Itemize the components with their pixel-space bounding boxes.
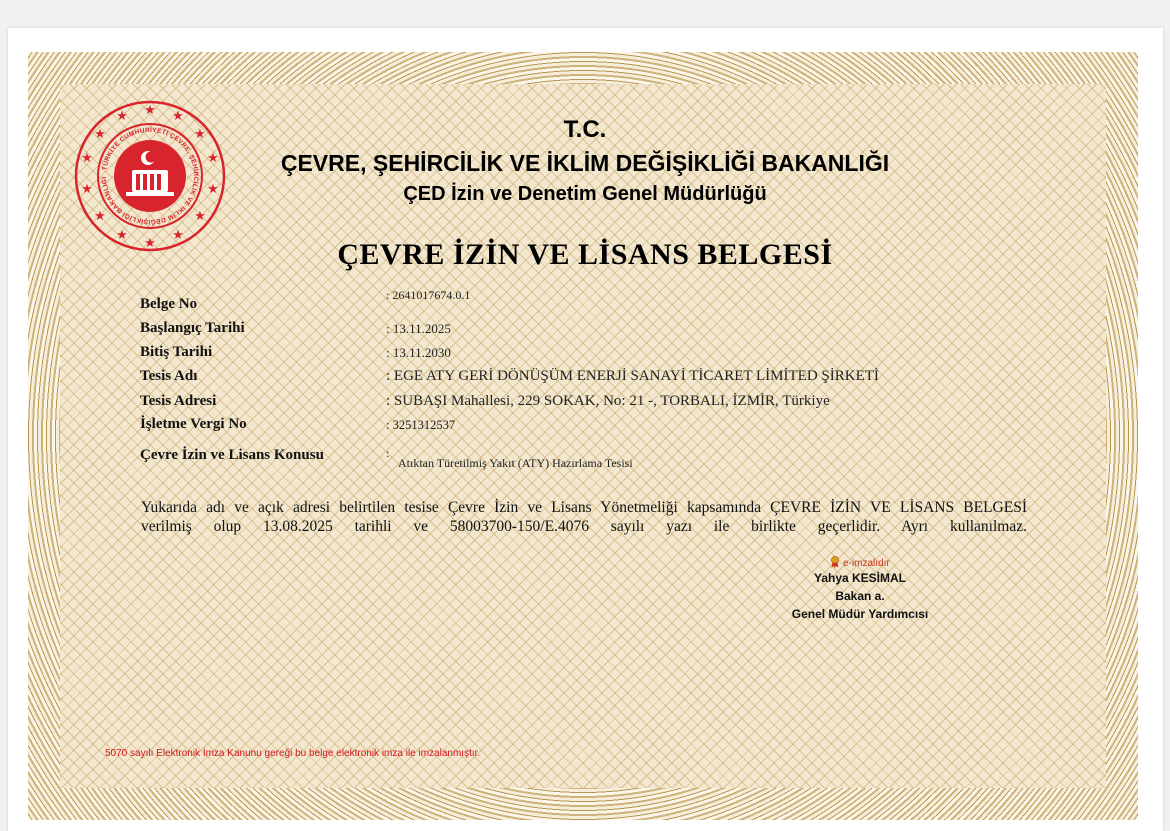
field-label-cevre-izin-konusu: Çevre İzin ve Lisans Konusu [140,447,324,463]
document-title: ÇEVRE İZİN VE LİSANS BELGESİ [337,238,833,271]
field-value-bitis-tarihi: : 13.11.2030 [386,345,451,360]
svg-text:★: ★ [207,182,219,197]
field-value-tesis-adi: : EGE ATY GERİ DÖNÜŞÜM ENERJİ SANAYİ TİCARET LİMİTED ŞİRKETİ [386,368,879,384]
header-ministry: ÇEVRE, ŞEHİRCİLİK VE İKLİM DEĞİŞİKLİĞİ BAKANLIĞI [280,150,890,176]
validity-paragraph [141,498,1027,536]
signer-capacity: Bakan a. [835,589,885,603]
ribbon-icon [830,556,840,568]
field-label-bitis-tarihi: Bitiş Tarihi [140,344,213,360]
svg-text:★: ★ [194,127,206,142]
e-signature-law-note: 5070 sayılı Elektronik İmza Kanunu gereği bu belge elektronik imza ile imzalanmıştır. [105,748,481,759]
field-value-cevre-izin-konusu: Atıktan Türetilmiş Yakıt (ATY) Hazırlama Tesisi [398,456,633,470]
field-colon-cevre-izin-konusu: : [386,446,390,460]
svg-text:★: ★ [172,109,184,124]
svg-text:★: ★ [144,236,156,251]
field-value-tesis-adresi: : SUBAŞI Mahallesi, 229 SOKAK, No: 21 -, TORBALI, İZMİR, Türkiye [386,393,830,409]
e-signature-text: e-imzalıdır [843,558,890,569]
svg-text:★: ★ [94,127,106,142]
field-label-isletme-vergi-no: İşletme Vergi No [140,416,247,432]
svg-text:★: ★ [207,151,219,166]
paragraph-line-2: verilmiş olup 13.08.2025 tarihli ve 58003700-150/E.4076 sayılı yazı ile birlikte geçerlidir. Ayrı kullanılmaz. [141,518,1027,535]
field-label-tesis-adresi: Tesis Adresi [140,393,217,409]
field-label-baslangic-tarihi: Başlangıç Tarihi [140,320,245,336]
header-department: ÇED İzin ve Denetim Genel Müdürlüğü [403,183,767,205]
header-country: T.C. [563,116,607,143]
field-value-belge-no: : 2641017674.0.1 [386,288,471,302]
svg-text:TÜRKİYE CUMHURİYETİ ÇEVRE, ŞEH: TÜRKİYE CUMHURİYETİ ÇEVRE, ŞEHİRCİLİK VE İKLİM DEĞİŞİKLİĞİ BAKANLIĞI [100,126,200,226]
svg-text:★: ★ [172,228,184,243]
svg-text:★: ★ [81,151,93,166]
svg-text:★: ★ [81,182,93,197]
field-value-baslangic-tarihi: : 13.11.2025 [386,321,451,336]
field-label-tesis-adi: Tesis Adı [140,368,198,384]
e-signature-badge [760,556,960,569]
signer-title: Genel Müdür Yardımcısı [791,607,929,621]
paragraph-line-1: Yukarıda adı ve açık adresi belirtilen tesise Çevre İzin ve Lisans Yönetmeliği kapsamında ÇEVRE İZİN VE LİSANS BELGESİ [141,499,1027,516]
svg-text:★: ★ [194,209,206,224]
svg-text:★: ★ [116,109,128,124]
signature-block [760,556,960,623]
field-label-belge-no: Belge No [140,296,198,312]
svg-text:★: ★ [144,103,156,118]
svg-text:★: ★ [116,228,128,243]
signer-name: Yahya KESİMAL [813,571,907,585]
field-value-isletme-vergi-no: : 3251312537 [386,418,456,432]
svg-text:★: ★ [94,209,106,224]
